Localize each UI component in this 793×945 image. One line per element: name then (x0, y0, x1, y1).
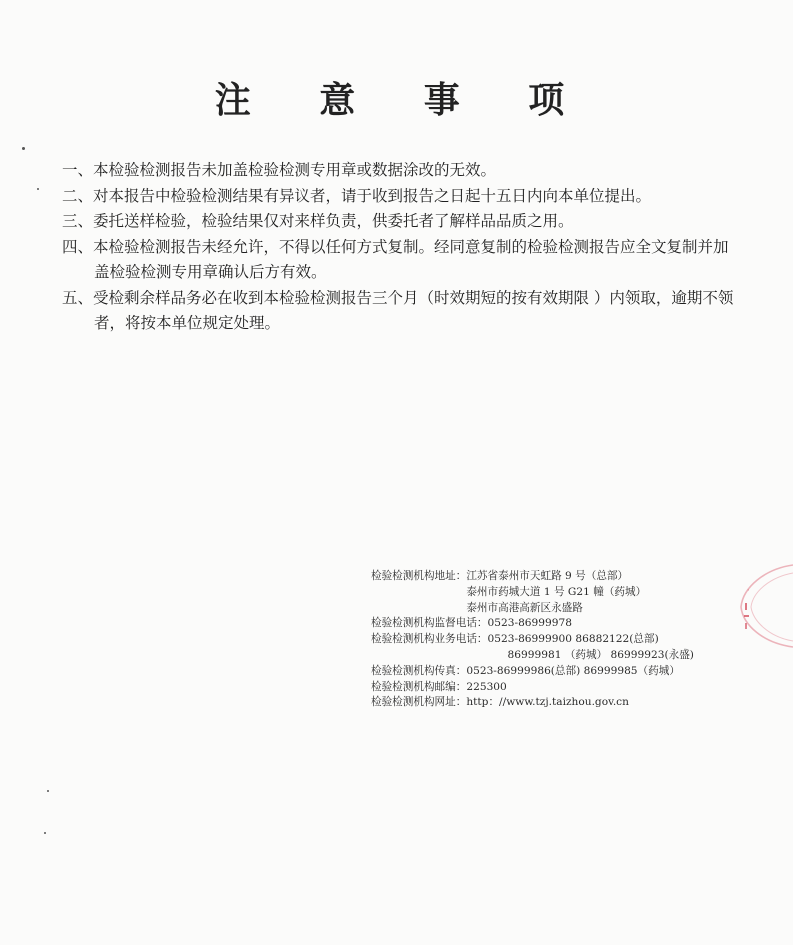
notice-item-5: 五、受检剩余样品务必在收到本检验检测报告三个月（时效期短的按有效期限 ）内领取，逾期不领者，将按本单位规定处理。 (62, 288, 734, 332)
page-title: 注 意 事 项 (214, 79, 593, 121)
address-line-2: 泰州市药城大道 1 号 G21 幢（药城） (466, 585, 647, 598)
notice-item-2: 二、对本报告中检验检测结果有异议者，请于收到报告之日起十五日内向本单位提出。 (62, 186, 652, 205)
fax-label: 检验检测机构传真： (371, 664, 467, 677)
business-phone-row (371, 632, 751, 664)
address-row (371, 569, 751, 616)
website-row (371, 695, 751, 711)
notice-item-1: 一、本检验检测报告未加盖检验检测专用章或数据涂改的无效。 (62, 161, 497, 179)
notice-list (62, 158, 742, 337)
contact-info (371, 569, 751, 711)
address-line-1: 江苏省泰州市天虹路 9 号（总部） (466, 570, 629, 582)
fax-row (371, 664, 751, 680)
business-phone-label: 检验检测机构业务电话： (371, 633, 488, 646)
supervision-phone-value: 0523-86999978 (487, 617, 572, 630)
address-values (466, 569, 646, 616)
scan-speck (47, 790, 49, 792)
notice-item-3: 三、委托送样检验，检验结果仅对来样负责，供委托者了解样品品质之用。 (62, 212, 574, 230)
business-phone-values (488, 632, 694, 664)
svg-text:·: · (747, 586, 750, 595)
scan-speck (22, 147, 25, 150)
postcode-label: 检验检测机构邮编： (371, 680, 467, 693)
website-label: 检验检测机构网址： (371, 696, 467, 709)
supervision-phone-row (371, 616, 751, 632)
business-phone-line-2: 86999981 （药城） 86999923(永盛) (507, 648, 694, 661)
business-phone-line-1: 0523-86999900 86882122(总部) (487, 633, 659, 646)
address-line-3: 泰州市高港高新区永盛路 (466, 601, 583, 614)
partial-stamp-icon (735, 563, 793, 649)
address-label: 检验检测机构地址： (371, 570, 467, 582)
website-value: http：//www.tzj.taizhou.gov.cn (466, 696, 629, 709)
postcode-row (371, 680, 751, 696)
notice-item-4: 四、本检验检测报告未经允许，不得以任何方式复制。经同意复制的检验检测报告应全文复制并加盖检验检测专用章确认后方有效。 (62, 237, 729, 281)
fax-value: 0523-86999986(总部) 86999985（药城） (466, 664, 680, 677)
supervision-phone-label: 检验检测机构监督电话： (371, 617, 488, 630)
postcode-value: 225300 (466, 680, 507, 693)
scan-speck (37, 188, 39, 190)
scan-speck (44, 832, 46, 834)
